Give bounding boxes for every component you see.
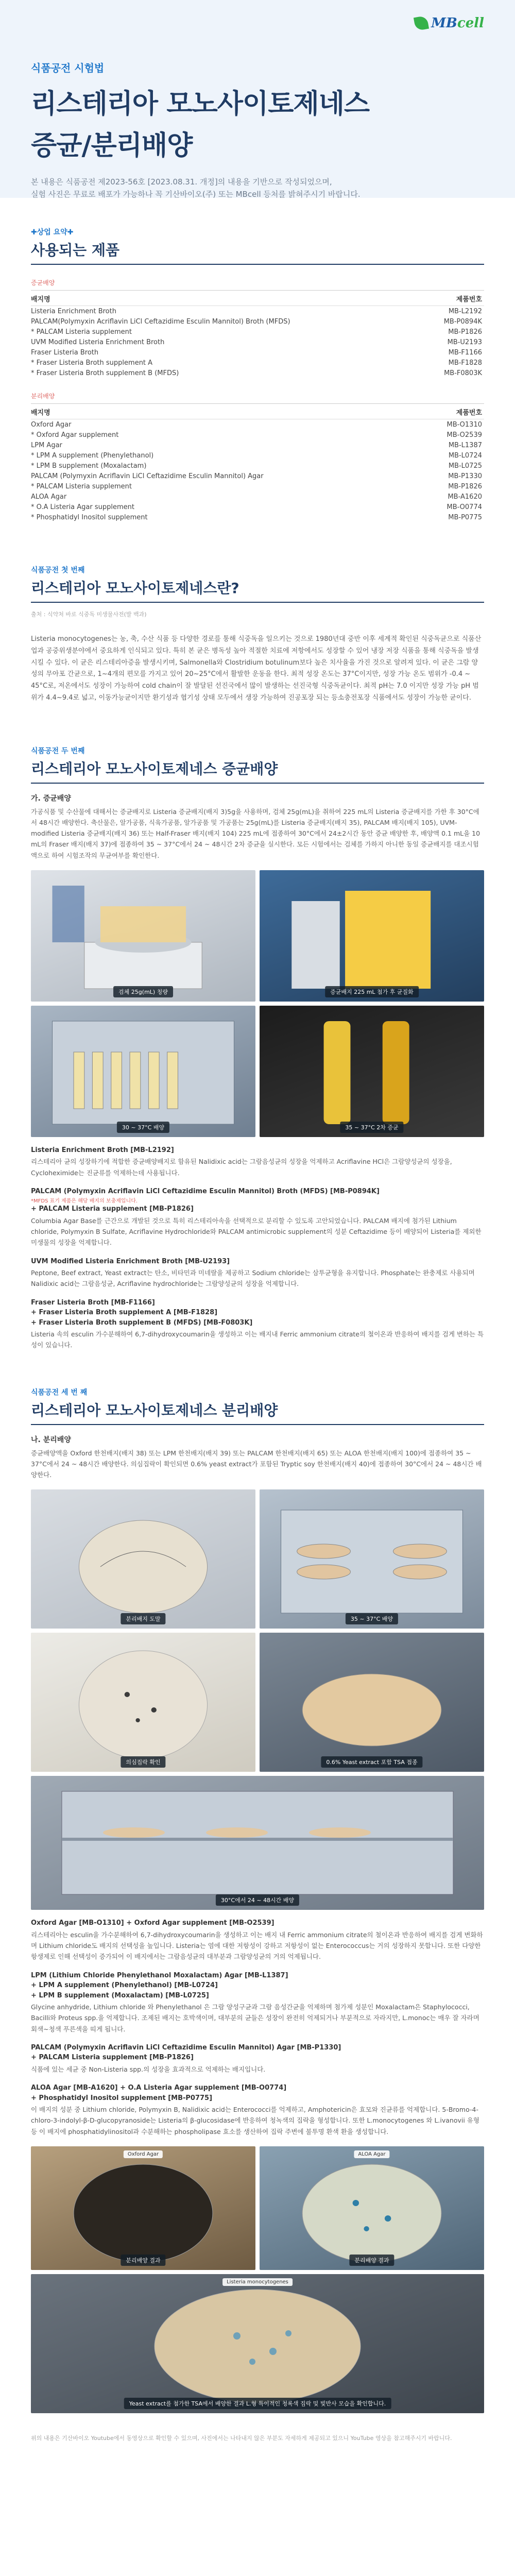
photo-lm-colony: [31, 2274, 484, 2413]
media-title: + LPM B supplement (Moxalactam) [MB-L0725]: [31, 1991, 209, 1999]
photo-secondary: [260, 1006, 484, 1137]
incubator-illustration: [31, 1006, 255, 1137]
iso-media-list: [31, 1918, 484, 2137]
media-title: + LPM A supplement (Phenylethanol) [MB-L0724]: [31, 1981, 218, 1989]
isolation-section: [0, 1387, 515, 2443]
what-kicker: 식품공전 첫 번째: [31, 566, 85, 574]
product-name: PALCAM(Polymyxin Acriflavin LiCl Ceftazidime Esculin Mannitol) Broth (MFDS): [31, 317, 290, 326]
media-title: ALOA Agar [MB-A1620] + O.A Listeria Agar supplement [MB-O0774]: [31, 2084, 287, 2092]
media-description: 이 배지의 성분 중 Lithium chloride, Polymyxin B, Nalidixic acid는 Enterococci를 억제하고, Amphotericin은 효모와 진균류를 억제합니다. 5-Bromo-4-chloro-3-indolyl-β-D-glucopyranoside는 Listeria의 β-glucosidase에 반응하여 청녹색의 집락을 형성합니다. 또한 L.monocytogenes 와 L.ivanovii 유형 등 이 배지에 phosphatidylinositol과 수분해하는 phospholipase 효소를 생산하여 집락 주변에 불투명 환색 환을 생성합니다.: [31, 2106, 479, 2136]
tsa-illustration: [260, 1633, 484, 1772]
logo-suffix: cell: [457, 15, 484, 31]
photo-stomacher: [260, 870, 484, 1002]
tubes-illustration: [260, 1006, 484, 1137]
product-name: Fraser Listeria Broth: [31, 348, 99, 357]
photo-incubate-tsa: [31, 1776, 484, 1910]
enrich-photo-grid: [31, 870, 484, 1137]
enrich-kicker: 식품공전 두 번째: [31, 747, 85, 755]
category-label: 식품공전 시험법: [31, 62, 105, 74]
product-code: MB-F0803K: [444, 369, 482, 377]
caption: 분리배양 결과: [121, 2255, 165, 2266]
product-code: MB-P1330: [448, 472, 482, 480]
incubator-illustration: [31, 1776, 484, 1910]
caption: 30 ~ 37°C 배양: [117, 1122, 169, 1133]
product-name: Oxford Agar: [31, 420, 72, 429]
caption: 검체 25g(mL) 칭량: [113, 986, 173, 997]
what-title: 리스테리아 모노사이토제네스란?: [31, 580, 239, 597]
media-description: 리스테리아는 esculin을 가수분해하여 6,7-dihydroxycoumarin을 생성하고 이는 배지 내 Ferric ammonium citrate의 철이온과 반응하여 배지를 검게 변화하며 Lithium chloride도 배지의 선택성을 높입니다. Listeria는 염에 대한 저항성이 강하고 저항성이 없는 Enterococcus는 거의 성장하지 못합니다. 또한 다양한 항생제로 인해 선택성이 증가되어 이 배지에서는 그람음성균의 대부분과 그람양성균의 거의 억제됩니다.: [31, 1930, 483, 1961]
media-description: 리스테리아 균의 성장하기에 적합한 증균배양배지로 함유된 Nalidixic acid는 그람음성균의 성장을 억제하고 Acriflavine HCl은 그람양성균의 성장을, Cycloheximide는 진균류를 억제하는데 사용됩니다.: [31, 1158, 452, 1177]
leaf-icon: [414, 15, 429, 31]
product-name: * Oxford Agar supplement: [31, 431, 119, 439]
caption: 증균배지 225 mL 첨가 후 균질화: [325, 986, 419, 997]
product-code: MB-P0894K: [443, 317, 482, 326]
media-title: PALCAM (Polymyxin Acriflavin LiCl Ceftazidime Esculin Mannitol) Broth (MFDS) [MB-P0894K]: [31, 1187, 380, 1195]
mbcell-logo: [415, 15, 484, 31]
isolation-heading: 분리배양: [31, 392, 484, 404]
logo-prefix: MB: [431, 15, 457, 31]
media-title: + PALCAM Listeria supplement [MB-P1826]: [31, 1205, 194, 1213]
product-code: MB-F1166: [448, 348, 482, 357]
product-code: MB-U2193: [447, 338, 482, 346]
divider: [31, 1424, 484, 1425]
caption: 35 ~ 37°C 배양: [346, 1613, 398, 1624]
product-row: [31, 471, 484, 481]
intro-line2: 실험 사진은 무료로 배포가 가능하나 꼭 기산바이오(주) 또는 MBcell 등처를 밝혀주시기 바랍니다.: [31, 190, 360, 199]
iso-photo-grid: [31, 1489, 484, 1772]
intro-line1: 본 내용은 식품공전 제2023-56호 [2023.08.31. 개정]의 내용을 기반으로 작성되었으며,: [31, 177, 332, 187]
product-row: [31, 337, 484, 347]
media-description: Glycine anhydride, Lithium chloride 와 Phenylethanol 은 그람 양성구균과 그람 음성간균을 억제하며 첨가제 성분인 Moxalactam은 Staphylococci, Bacilli와 Proteus spp.을 억제합니다. 조제된 배지는 호박색이며, 대부분의 균들은 성장이 완전히 억제되거나 부분적으로 자라지만, L.monoc는 매우 잘 자라며 회색~청색 푸른색을 띠게 됩니다.: [31, 2003, 479, 2033]
col-name: 배지명: [31, 296, 50, 303]
media-title: Fraser Listeria Broth [MB-F1166]: [31, 1298, 155, 1307]
enrichment-heading: 증균배양: [31, 278, 484, 291]
product-name: * LPM B supplement (Moxalactam): [31, 462, 147, 470]
photo-incubation: [31, 1006, 255, 1137]
weighing-illustration: [31, 870, 255, 1002]
product-row: [31, 512, 484, 522]
product-row: [31, 327, 484, 337]
col-code: 제품번호: [456, 296, 482, 303]
intro-text: [31, 176, 484, 200]
product-code: MB-L0724: [448, 451, 482, 460]
product-name: * PALCAM Listeria supplement: [31, 328, 132, 336]
product-code: MB-O2539: [447, 431, 482, 439]
product-code: MB-P1826: [448, 328, 482, 336]
source-note: 출처 : 식약처 바로 식중독 미생물사전(발 백과): [31, 611, 147, 618]
stomacher-illustration: [260, 870, 484, 1002]
products-kicker: ✚상업 요약✚: [31, 228, 74, 236]
product-row: [31, 461, 484, 471]
photo-tsa: [260, 1633, 484, 1772]
iso-body: 증균배양액을 Oxford 한천배지(배지 38) 또는 LPM 한천배지(배지 39) 또는 PALCAM 한천배지(배지 65) 또는 ALOA 한천배지(배지 100)에 접종하여 35 ~ 37°C에서 24 ~ 48시간 배양한다. 의심집락이 확인되면 0.6% yeast extract가 포함된 Tryptic soy 한천배지(배지 40)에 접종하여 30°C에서 24 ~ 48시간 배양한다.: [31, 1449, 482, 1479]
product-code: MB-O1310: [447, 420, 482, 429]
page-title-line1: 리스테리아 모노사이토제네스: [31, 89, 370, 120]
plate-label: Oxford Agar: [124, 2150, 163, 2158]
divider: [31, 264, 484, 265]
photo-streak: [31, 1489, 255, 1629]
media-title: PALCAM (Polymyxin Acriflavin LiCl Ceftazidime Esculin Mannitol) Agar [MB-P1330]: [31, 2043, 341, 2052]
product-code: MB-L1387: [448, 441, 482, 449]
photo-colony: [31, 1633, 255, 1772]
product-name: * LPM A supplement (Phenylethanol): [31, 451, 154, 460]
caption: 분리배지 도말: [121, 1613, 165, 1624]
product-name: * Fraser Listeria Broth supplement A: [31, 359, 153, 367]
col-code: 제품번호: [456, 409, 482, 417]
caption: 35 ~ 37°C 2차 증균: [340, 1122, 403, 1133]
iso-subhead: 나. 분리배양: [31, 1435, 71, 1444]
media-title: UVM Modified Listeria Enrichment Broth [MB-U2193]: [31, 1257, 230, 1265]
product-name: ALOA Agar: [31, 493, 67, 501]
photo-incubate: [260, 1489, 484, 1629]
product-name: UVM Modified Listeria Enrichment Broth: [31, 338, 165, 346]
enrich-body: 가공식품 및 수산물에 대해서는 증균배지로 Listeria 증균배지(배지 3)5g을 사용하며, 검체 25g(mL)을 취하여 225 mL의 Listeria 증균배지를 가한 후 30°C에서 48시간 배양한다. 축산물은, 알가공품, 식육가공품, 알가공품 및 가공품는 25g(mL)를 Listeria 증균배지(배지 35), PALCAM 배지(배지 105), UVM-modified Listeria 증균배지(배지 36) 또는 Half-Fraser 배지(배지 104) 225 mL에 접종하여 30°C에서 24±2시간 동안 증균 배양한 후, 배양액 0.1 mL을 10 mL의 Fraser 배지(배지 37)에 접종하여 35 ~ 37°C에서 24 ~ 48시간 2차 증균을 실시한다. 모든 시험에서는 검체를 가하지 아니한 동일 증균배지를 대조시험액으로 하여 시험조작의 무균여부를 확인한다.: [31, 807, 480, 859]
plates-illustration: [260, 1489, 484, 1629]
product-code: MB-F1828: [448, 359, 482, 367]
product-row: [31, 481, 484, 492]
colony-illustration: [31, 1633, 255, 1772]
media-description: Peptone, Beef extract, Yeast extract는 탄소, 비타민과 미네랄을 제공하고 Sodium chloride는 삼투균형을 유지합니다. Phosphate는 완충제로 사용되며 Nalidixic acid는 그람음성균, Acriflavine hydrochloride는 그람양성균의 성장을 억제합니다.: [31, 1269, 475, 1288]
hero-section: [0, 0, 515, 198]
caption: 분리배양 결과: [349, 2255, 394, 2266]
plate-label: Listeria monocytogenes: [222, 2278, 293, 2286]
product-row: [31, 368, 484, 378]
divider: [31, 602, 484, 603]
product-row: [31, 358, 484, 368]
iso-title: 리스테리아 모노사이토제네스 분리배양: [31, 1401, 278, 1419]
caption: Yeast extract를 첨가한 TSA에서 배양한 결과 L.형 특이적인 청록색 집락 및 빛반사 모습을 확인합니다.: [124, 2398, 391, 2409]
enrichment-section: [0, 745, 515, 1351]
media-description: Columbia Agar Base를 근간으로 개발된 것으로 특히 리스테리아속을 선택적으로 분리할 수 있도록 고안되었습니다. PALCAM 배지에 첨가된 Lithium chloride, Polymyxin B Sulfate, Acriflavine Hydrochloride와 PALCAM antimicrobic supplement의 성분 Ceftazidime 등이 배양되어 Listeria를 제외한 미생물의 성장을 억제합니다.: [31, 1216, 482, 1247]
product-code: MB-P1826: [448, 482, 482, 490]
media-title: Oxford Agar [MB-O1310] + Oxford Agar supplement [MB-O2539]: [31, 1919, 274, 1927]
what-section: [0, 565, 515, 704]
product-code: MB-P0775: [448, 513, 482, 521]
product-name: * O.A Listeria Agar supplement: [31, 503, 134, 511]
product-row: [31, 316, 484, 327]
iso-result-grid: [31, 2146, 484, 2413]
product-code: MB-A1620: [448, 493, 482, 501]
product-row: [31, 502, 484, 512]
media-title: LPM (Lithium Chloride Phenylethanol Moxalactam) Agar [MB-L1387]: [31, 1971, 288, 1979]
media-title: + Fraser Listeria Broth supplement B (MFDS) [MB-F0803K]: [31, 1318, 253, 1327]
product-code: MB-O0774: [447, 503, 482, 511]
product-name: Listeria Enrichment Broth: [31, 307, 116, 315]
logo-text: [431, 15, 484, 31]
divider: [31, 783, 484, 784]
caption: 의심집락 확인: [121, 1756, 165, 1768]
photo-weighing: [31, 870, 255, 1002]
footer-note: 위의 내용은 기산바이오 Youtube에서 동영상으로 확인할 수 있으며, 사진에서는 나타내지 않은 부분도 자세하게 제공되고 있으니 YouTube 영상을 참고해주시기 바랍니다.: [31, 2434, 452, 2442]
what-body: Listeria monocytogenes는 농, 축, 수산 식품 등 다양한 경로를 통해 식중독을 일으키는 것으로 1980년대 중반 이후 세계적 확인된 식중독균으로 식품산업과 공중위생분야에서 중요하게 인식되고 있다. 특히 본 균은 병독성 높아 적절한 치료에 저항에서도 성장할 수 있어 냉장 저장 식품을 통해 식중독을 발생시킬 수 있다. 이 균은 리스테리아증을 발생시키며, Salmonella와 Clostridium botulinum보다 높은 치사율을 가진 것으로 알려져 있다. 이 균은 그람 양성의 무아포 간균으로, 1~4개의 편모를 가지고 있어 20~25°C에서 활발한 운동을 한다. 최적 성장 온도는 37°C이지만, 성장 가능 온도 범위가 -0.4 ~ 45°C로, 저온에서도 성장이 가능하여 cold chain이 잘 발달된 선진국에서 많이 발생하는 선진국형 식중독균이다. 최적 pH는 7.0 이지만 성장 가능 pH 범위가 4.4~9.4로 넓고, 이동가능균이지만 환기성과 협기성 상태 모두에서 생장 가능하여 진공포장 되는 등소충전포장 식품에서도 성장이 가능한 균이다.: [31, 635, 482, 702]
product-name: * Fraser Listeria Broth supplement B (MFDS): [31, 369, 179, 377]
product-name: * PALCAM Listeria supplement: [31, 482, 132, 490]
photo-aloa: [260, 2146, 484, 2270]
media-description: Listeria 속의 esculin 가수분해하여 6,7-dihydroxycoumarin을 생성하고 이는 배지내 Ferric ammonium citrate의 철이온과 반응하여 배지를 검게 변하는 특성이 있습니다.: [31, 1330, 484, 1349]
media-note: *MFDS 표기 제품은 해당 배지의 보충제입니다.: [31, 1198, 138, 1205]
product-row: [31, 347, 484, 358]
enrich-subhead: 가. 증균배양: [31, 794, 71, 803]
product-name: PALCAM (Polymyxin Acriflavin LiCl Ceftazidime Esculin Mannitol) Agar: [31, 472, 264, 480]
caption: 30°C에서 24 ~ 48시간 배양: [216, 1894, 299, 1906]
product-code: MB-L2192: [448, 307, 482, 315]
product-code: MB-L0725: [448, 462, 482, 470]
caption: 0.6% Yeast extract 포함 TSA 접종: [321, 1756, 422, 1768]
products-section: [0, 198, 515, 522]
product-row: [31, 450, 484, 461]
media-title: + Fraser Listeria Broth supplement A [MB-F1828]: [31, 1309, 218, 1316]
product-row: [31, 419, 484, 430]
product-name: LPM Agar: [31, 441, 62, 449]
product-name: * Phosphatidyl Inositol supplement: [31, 513, 148, 521]
enrichment-table: [31, 291, 484, 378]
aloa-plate-illustration: [260, 2146, 484, 2270]
plate-label: ALOA Agar: [354, 2150, 389, 2158]
iso-kicker: 식품공전 세 번 째: [31, 1388, 88, 1397]
enrich-title: 리스테리아 모노사이토제네스 증균배양: [31, 760, 278, 777]
col-name: 배지명: [31, 409, 50, 417]
product-row: [31, 492, 484, 502]
lm-plate-illustration: [31, 2274, 484, 2413]
media-title: Listeria Enrichment Broth [MB-L2192]: [31, 1146, 174, 1154]
photo-oxford: [31, 2146, 255, 2270]
media-description: 식품에 있는 세균 중 Non-Listeria spp.의 성장을 효과적으로 억제하는 배지입니다.: [31, 2065, 266, 2073]
plate-illustration: [31, 1489, 255, 1629]
product-row: [31, 440, 484, 450]
products-title: 사용되는 제품: [31, 242, 120, 259]
product-row: [31, 306, 484, 317]
media-title: + PALCAM Listeria supplement [MB-P1826]: [31, 2054, 194, 2062]
product-row: [31, 430, 484, 440]
oxford-plate-illustration: [31, 2146, 255, 2270]
media-title: + Phosphatidyl Inositol supplement [MB-P0775]: [31, 2094, 213, 2102]
enrich-media-list: [31, 1145, 484, 1351]
isolation-table: [31, 404, 484, 522]
page-title-line2: 증균/분리배양: [31, 130, 193, 161]
